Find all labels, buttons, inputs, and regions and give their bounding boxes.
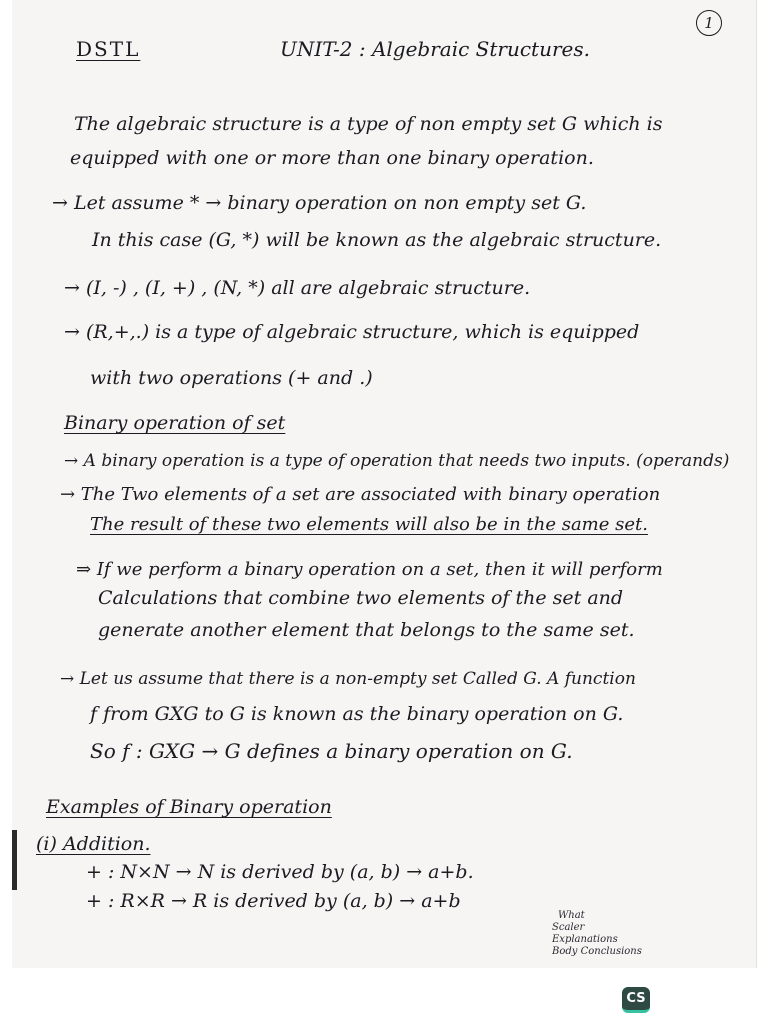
example-addition-title: (i) Addition. xyxy=(36,833,151,855)
binary-line-8: f from GXG to G is known as the binary operation on G. xyxy=(90,703,624,725)
binary-line-7: → Let us assume that there is a non-empty set Called G. A function xyxy=(60,669,636,689)
intro-line-1: The algebraic structure is a type of non empty set G which is xyxy=(74,113,663,135)
binary-operation-heading: Binary operation of set xyxy=(64,412,286,434)
assume-line-2: In this case (G, *) will be known as the algebraic structure. xyxy=(92,229,662,251)
camscanner-logo-icon: CS xyxy=(622,987,650,1013)
binary-line-2: → The Two elements of a set are associated with binary operation xyxy=(60,484,661,505)
margin-note-2: Scaler xyxy=(552,922,585,933)
binary-line-3: The result of these two elements will also be in the same set. xyxy=(90,514,648,535)
page-number: 1 xyxy=(696,10,722,36)
example-line-1: + : N×N → N is derived by (a, b) → a+b. xyxy=(86,861,474,883)
assume-line-3: → (I, -) , (I, +) , (N, *) all are algebraic structure. xyxy=(64,277,531,299)
binary-line-1: → A binary operation is a type of operation that needs two inputs. (operands) xyxy=(64,451,730,471)
intro-line-2: equipped with one or more than one binary operation. xyxy=(70,147,594,169)
binary-line-9: So f : GXG → G defines a binary operation on G. xyxy=(90,739,573,763)
page-edge-shadow xyxy=(12,830,17,890)
unit-title: UNIT-2 : Algebraic Structures. xyxy=(280,37,590,61)
binary-line-5: Calculations that combine two elements of the set and xyxy=(98,587,624,609)
assume-line-5: with two operations (+ and .) xyxy=(90,367,373,389)
binary-line-6: generate another element that belongs to the same set. xyxy=(98,619,635,641)
margin-note-4: Body Conclusions xyxy=(552,946,642,957)
examples-heading: Examples of Binary operation xyxy=(46,796,332,818)
margin-note-1: What xyxy=(558,910,585,921)
binary-line-4: ⇒ If we perform a binary operation on a set, then it will perform xyxy=(76,559,663,580)
course-title: DSTL xyxy=(76,37,141,61)
example-line-2: + : R×R → R is derived by (a, b) → a+b xyxy=(86,890,461,912)
assume-line-1: → Let assume * → binary operation on non empty set G. xyxy=(52,192,587,214)
margin-note-3: Explanations xyxy=(552,934,618,945)
assume-line-4: → (R,+,.) is a type of algebraic structure, which is equipped xyxy=(64,321,640,343)
